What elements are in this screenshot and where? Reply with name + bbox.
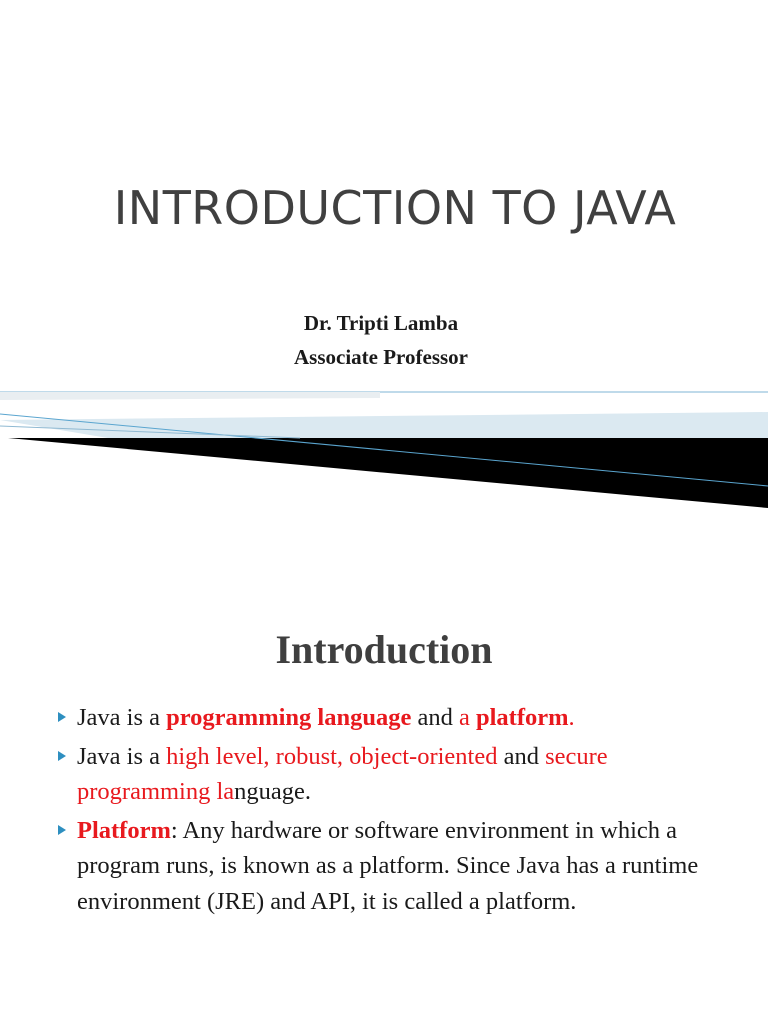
bullet-text: Java is a <box>77 704 167 731</box>
bullet-text-highlight: Platform <box>77 816 171 844</box>
bullet-arrow-icon <box>58 751 66 761</box>
bullet-item <box>0 813 768 920</box>
bullet-text: and <box>497 742 546 770</box>
bullet-list <box>0 700 768 919</box>
bullet-arrow-icon <box>58 712 66 722</box>
slide-title: INTRODUCTION TO JAVA <box>113 181 677 235</box>
swoosh-light-blue-band <box>0 412 768 440</box>
swoosh-gray-band <box>0 392 380 400</box>
bullet-text-highlight: high level, robust, object-oriented <box>166 742 498 770</box>
bullet-text-highlight: . <box>568 704 575 731</box>
bullet-text: and <box>411 704 459 731</box>
slide-heading: Introduction <box>275 627 493 672</box>
bullet-text-highlight: programming language <box>166 704 412 731</box>
bullet-item <box>0 739 768 810</box>
bullet-text-highlight: secure programming la <box>77 742 608 805</box>
content-slide <box>0 560 768 1024</box>
decorative-swoosh <box>0 380 768 520</box>
bullet-text: : Any hardware or software environment in which a program runs, is known as a platform. Since Java has a runtime environment (JRE) and API, it is called a platform. <box>77 816 699 915</box>
swoosh-black-wedge <box>8 438 768 508</box>
bullet-item <box>0 700 768 736</box>
author-role: Associate Professor <box>294 345 468 369</box>
bullet-text: Java is a <box>77 742 167 770</box>
bullet-arrow-icon <box>58 825 66 835</box>
bullet-text-highlight: a <box>459 704 476 731</box>
bullet-text: nguage. <box>234 778 312 805</box>
bullet-text-highlight: platform <box>476 704 569 731</box>
author-name: Dr. Tripti Lamba <box>303 311 459 335</box>
